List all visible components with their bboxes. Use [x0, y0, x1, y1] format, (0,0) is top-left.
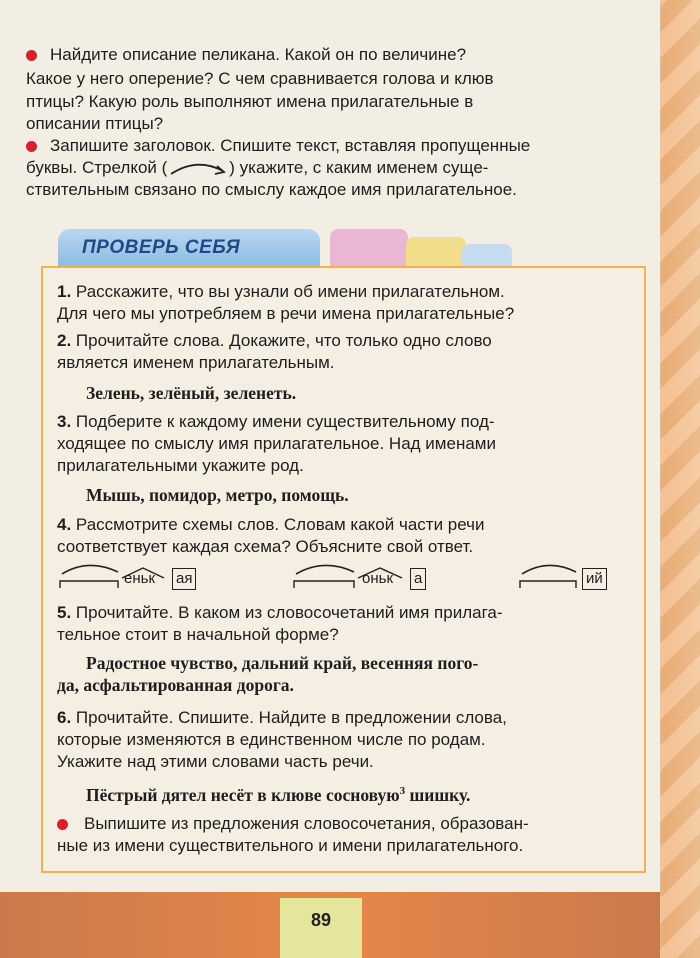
bullet-task-line: Выпишите из предложения словосочетания, образован- [84, 814, 529, 833]
question-2-line [57, 330, 492, 352]
curved-arrow-icon [167, 159, 229, 179]
question-number: 6. [57, 708, 72, 727]
bullet-task-line: ные из имени существительного и имени прилагательного. [57, 836, 524, 855]
question-number: 1. [57, 282, 72, 301]
question-number: 3. [57, 412, 72, 431]
task1-line: птицы? Какую роль выполняют имена прилагательные в [26, 92, 474, 111]
question-text: Расскажите, что вы узнали об имени прилагательном. [75, 282, 505, 301]
red-bullet-icon [26, 50, 37, 61]
tab-decoration-yellow [406, 237, 466, 266]
question-5-words: Радостное чувство, дальний край, весенняя пого- [86, 653, 479, 673]
question-4-line [57, 514, 485, 536]
question-6-line [57, 707, 507, 729]
question-1-line [57, 281, 505, 303]
task1-line: Найдите описание пеликана. Какой он по величине? [50, 45, 467, 64]
task2-line: ствительным связано по смыслу каждое имя прилагательное. [26, 180, 517, 199]
footnote-marker: 3 [399, 785, 406, 797]
suffix-text: оньк [362, 570, 394, 587]
question-1-line: Для чего мы употребляем в речи имена прилагательные? [57, 304, 515, 323]
task2-line-start: буквы. Стрелкой ( [26, 158, 168, 177]
question-2-line: является именем прилагательным. [57, 353, 335, 372]
question-6-sentence [86, 780, 470, 806]
word-schema-2 [292, 560, 442, 592]
tab-decoration-pink [330, 229, 408, 266]
ending-box: а [410, 568, 426, 590]
question-3-line [57, 411, 495, 433]
question-text: Рассмотрите схемы слов. Словам какой части речи [75, 515, 485, 534]
word-schema-3 [518, 560, 618, 592]
question-2-words: Зелень, зелёный, зеленеть. [86, 383, 297, 403]
ending-box: ий [582, 568, 607, 590]
question-number: 4. [57, 515, 72, 534]
task2-line: Запишите заголовок. Спишите текст, вставляя пропущенные [50, 136, 531, 155]
question-4-line: соответствует каждая схема? Объясните свой ответ. [57, 537, 474, 556]
question-3-line: ходящее по смыслу имя прилагательное. Над именами [57, 434, 496, 453]
suffix-text: еньк [124, 570, 156, 587]
task2-line-end: ) укажите, с каким именем суще- [229, 158, 489, 177]
word-schema-1 [58, 560, 208, 592]
red-bullet-icon [26, 141, 37, 152]
question-3-line: прилагательными укажите род. [57, 456, 304, 475]
question-text: Прочитайте слова. Докажите, что только одно слово [75, 331, 492, 350]
question-5-line: тельное стоит в начальной форме? [57, 625, 339, 644]
question-5-words: да, асфальтированная дорога. [57, 675, 294, 695]
question-6-line: которые изменяются в единственном числе по родам. [57, 730, 486, 749]
question-text: Прочитайте. Спишите. Найдите в предложении слова, [75, 708, 507, 727]
task1-line: описании птицы? [26, 114, 164, 133]
task1-line: Какое у него оперение? С чем сравнивается голова и клюв [26, 69, 494, 88]
tab-decoration-lightblue [462, 244, 512, 266]
page-number: 89 [310, 910, 332, 930]
question-6-line: Укажите над этими словами часть речи. [57, 752, 374, 771]
ending-box: ая [172, 568, 196, 590]
check-yourself-title: ПРОВЕРЬ СЕБЯ [82, 237, 241, 258]
task2-line [26, 157, 488, 179]
question-text: Подберите к каждому имени существительному под- [75, 412, 495, 431]
question-text: Прочитайте. В каком из словосочетаний имя прилага- [75, 603, 503, 622]
question-5-line [57, 602, 503, 624]
question-number: 2. [57, 331, 72, 350]
sentence-text: шишку. [405, 784, 471, 805]
red-bullet-icon [57, 819, 68, 830]
question-3-words: Мышь, помидор, метро, помощь. [86, 485, 349, 505]
question-number: 5. [57, 603, 72, 622]
sentence-text: Пёстрый дятел несёт в клюве сосновую [86, 784, 400, 805]
